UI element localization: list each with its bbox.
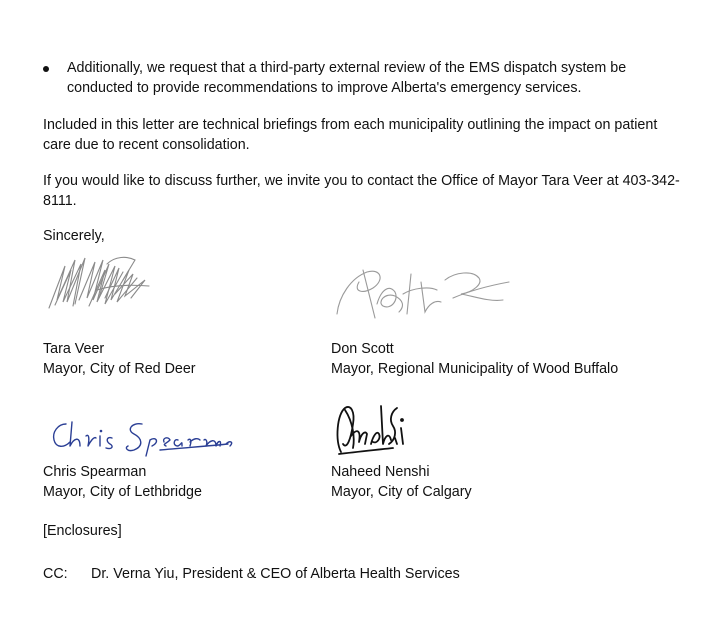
signatory-tara-veer xyxy=(43,339,196,379)
enclosures-note: [Enclosures] xyxy=(43,523,122,539)
signatory-name: Chris Spearman xyxy=(43,464,147,480)
bullet-item-review-request: Additionally, we request that a third-party external review of the EMS dispatch system be conducted to provide recommendations to improve Alberta's emergency services. xyxy=(67,60,627,96)
signatory-name: Tara Veer xyxy=(43,341,105,357)
signature-naheed-nenshi xyxy=(331,400,421,458)
signature-chris-spearman xyxy=(50,418,240,458)
signature-tara-veer xyxy=(45,250,155,310)
signatory-don-scott xyxy=(331,339,618,379)
paragraph-briefings: Included in this letter are technical briefings from each municipality outlining the impact on patient care due to recent consolidation. xyxy=(43,117,658,153)
paragraph-contact: If you would like to discuss further, we invite you to contact the Office of Mayor Tara Veer at 403-342-8111. xyxy=(43,173,680,209)
cc-label: CC: xyxy=(43,566,68,582)
signatory-name: Don Scott xyxy=(331,341,394,357)
cc-recipient: Dr. Verna Yiu, President & CEO of Alberta Health Services xyxy=(91,566,460,582)
signatory-naheed-nenshi xyxy=(331,462,472,502)
bullet-marker xyxy=(43,66,49,72)
signatory-name: Naheed Nenshi xyxy=(331,464,430,480)
signatory-title: Mayor, City of Calgary xyxy=(331,484,472,500)
signature-don-scott xyxy=(333,262,513,322)
signatory-title: Mayor, Regional Municipality of Wood Buffalo xyxy=(331,361,619,377)
signatory-chris-spearman xyxy=(43,462,202,502)
closing-salutation: Sincerely, xyxy=(43,228,105,244)
signatory-title: Mayor, City of Red Deer xyxy=(43,361,196,377)
signatory-title: Mayor, City of Lethbridge xyxy=(43,484,202,500)
